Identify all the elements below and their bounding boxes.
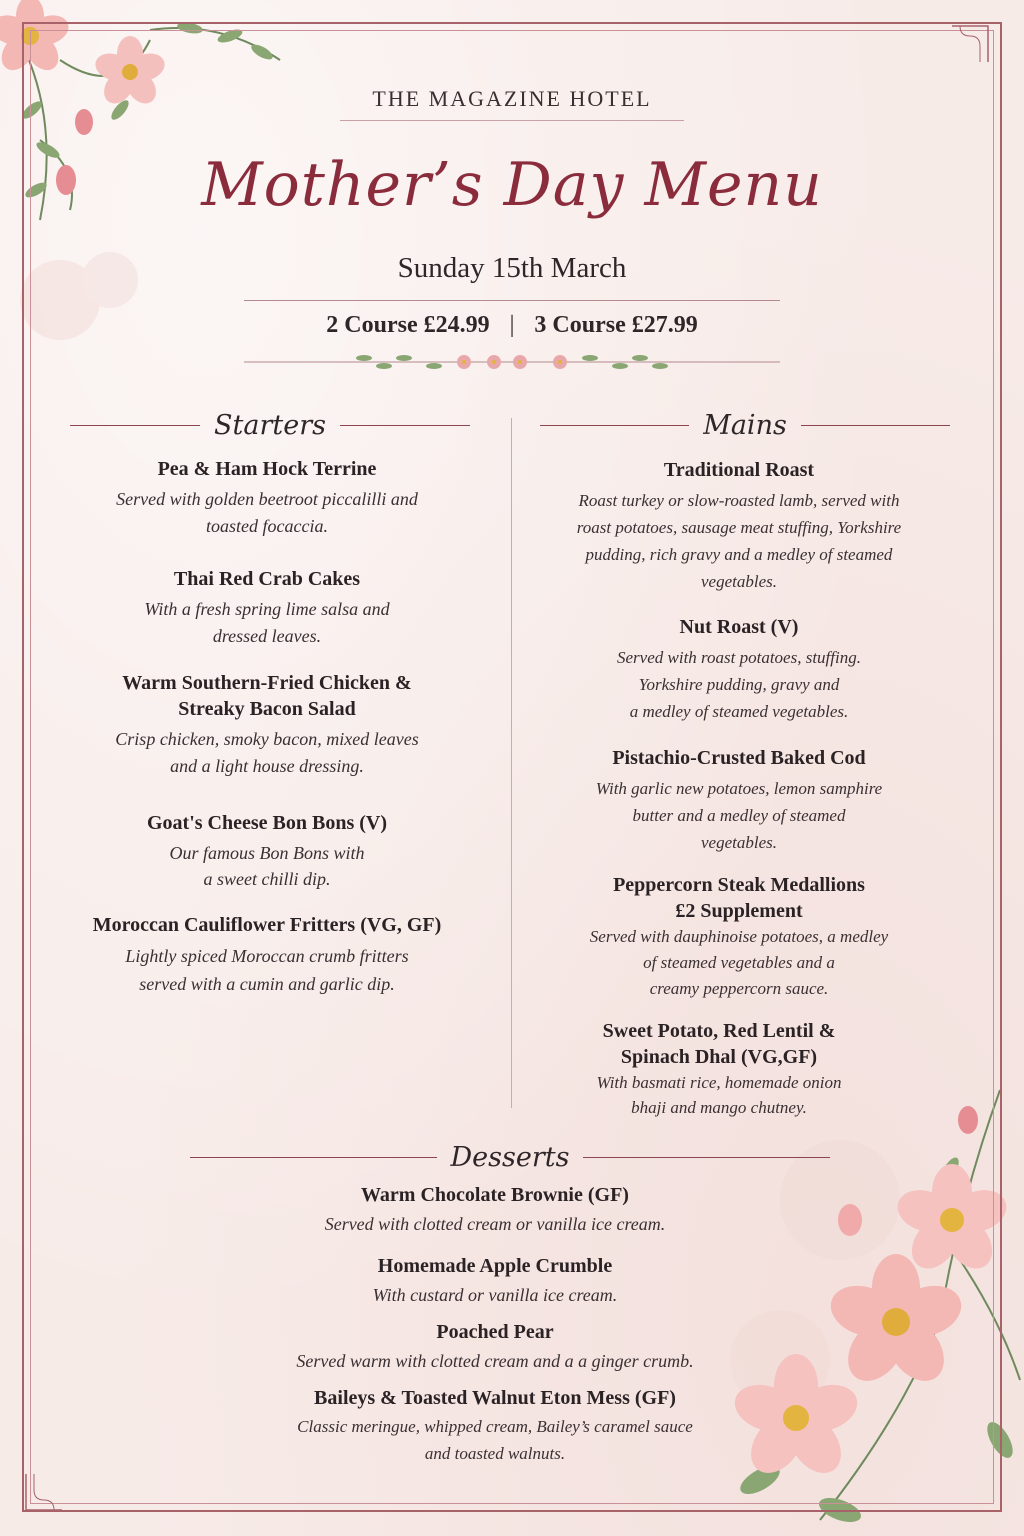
corner-ornament-icon [950, 24, 990, 64]
page-title: Mother’s Day Menu [201, 150, 823, 220]
menu-item [60, 456, 474, 540]
item-description: With garlic new potatoes, lemon samphire butter and a medley of steamed vegetables. [595, 779, 883, 852]
menu-item [514, 1018, 924, 1120]
item-name: Warm Chocolate Brownie (GF) [361, 1184, 629, 1206]
item-name: Pistachio-Crusted Baked Cod [612, 747, 866, 769]
section-heading-desserts: Desserts [190, 1140, 830, 1174]
menu-item [60, 912, 474, 998]
item-description: Served with dauphinoise potatoes, a medley of steamed vegetables and a creamy peppercorn sauce. [589, 927, 889, 998]
menu-item [150, 1182, 840, 1238]
item-name: Warm Southern-Fried Chicken & Streaky Bacon Salad [122, 672, 412, 720]
menu-item [150, 1253, 840, 1309]
item-name: Baileys & Toasted Walnut Eton Mess (GF) [314, 1387, 676, 1409]
item-description: Classic meringue, whipped cream, Bailey’s caramel sauce and toasted walnuts. [297, 1417, 693, 1463]
item-name: Nut Roast (V) [679, 616, 799, 638]
price-three-course: 3 Course £27.99 [534, 312, 698, 338]
item-description: With custard or vanilla ice cream. [372, 1285, 618, 1305]
corner-ornament-icon [24, 1472, 64, 1512]
item-description: Lightly spiced Moroccan crumb fritters served with a cumin and garlic dip. [125, 946, 409, 994]
item-name: Poached Pear [436, 1321, 554, 1343]
menu-item [534, 872, 944, 1002]
vine-divider-icon [244, 344, 780, 380]
menu-item [60, 810, 474, 892]
item-name: Goat's Cheese Bon Bons (V) [146, 812, 387, 834]
item-description: Served with clotted cream or vanilla ice cream. [324, 1214, 666, 1234]
item-name: Pea & Ham Hock Terrine [157, 458, 377, 480]
menu-item [534, 745, 944, 856]
price-separator: | [509, 312, 515, 338]
item-name: Traditional Roast [663, 459, 815, 481]
divider [340, 120, 684, 121]
column-divider [511, 418, 512, 1108]
hotel-name: THE MAGAZINE HOTEL [372, 86, 652, 111]
menu-item [150, 1385, 840, 1467]
divider [244, 300, 780, 301]
item-description: Served with golden beetroot piccalilli and toasted focaccia. [116, 489, 418, 536]
item-name: Homemade Apple Crumble [377, 1255, 613, 1277]
item-description: Crisp chicken, smoky bacon, mixed leaves and a light house dressing. [115, 729, 419, 776]
item-description: With basmati rice, homemade onion bhaji and mango chutney. [596, 1073, 842, 1117]
item-description: Our famous Bon Bons with a sweet chilli dip. [169, 843, 365, 889]
item-name: Thai Red Crab Cakes [173, 568, 361, 590]
item-description: Roast turkey or slow-roasted lamb, served with roast potatoes, sausage meat stuffing, Yorkshire pudding, rich gravy and a medley of steamed vegetables. [576, 491, 902, 591]
section-heading-mains: Mains [540, 408, 950, 442]
item-name: Peppercorn Steak Medallions £2 Supplement [613, 874, 865, 922]
item-name: Sweet Potato, Red Lentil & Spinach Dhal (VG,GF) [602, 1020, 836, 1068]
price-line [0, 312, 1024, 339]
menu-item [150, 1319, 840, 1375]
price-two-course: 2 Course £24.99 [326, 312, 490, 338]
item-description: Served with roast potatoes, stuffing. Yorkshire pudding, gravy and a medley of steamed vegetables. [617, 648, 861, 721]
event-date: Sunday 15th March [397, 252, 627, 284]
item-description: Served warm with clotted cream and a a ginger crumb. [296, 1351, 694, 1371]
menu-item [534, 457, 944, 595]
item-name: Moroccan Cauliflower Fritters (VG, GF) [92, 914, 442, 936]
menu-item [60, 670, 474, 780]
item-description: With a fresh spring lime salsa and dressed leaves. [144, 599, 390, 646]
menu-item [60, 566, 474, 650]
menu-item [534, 614, 944, 725]
section-heading-starters: Starters [70, 408, 470, 442]
